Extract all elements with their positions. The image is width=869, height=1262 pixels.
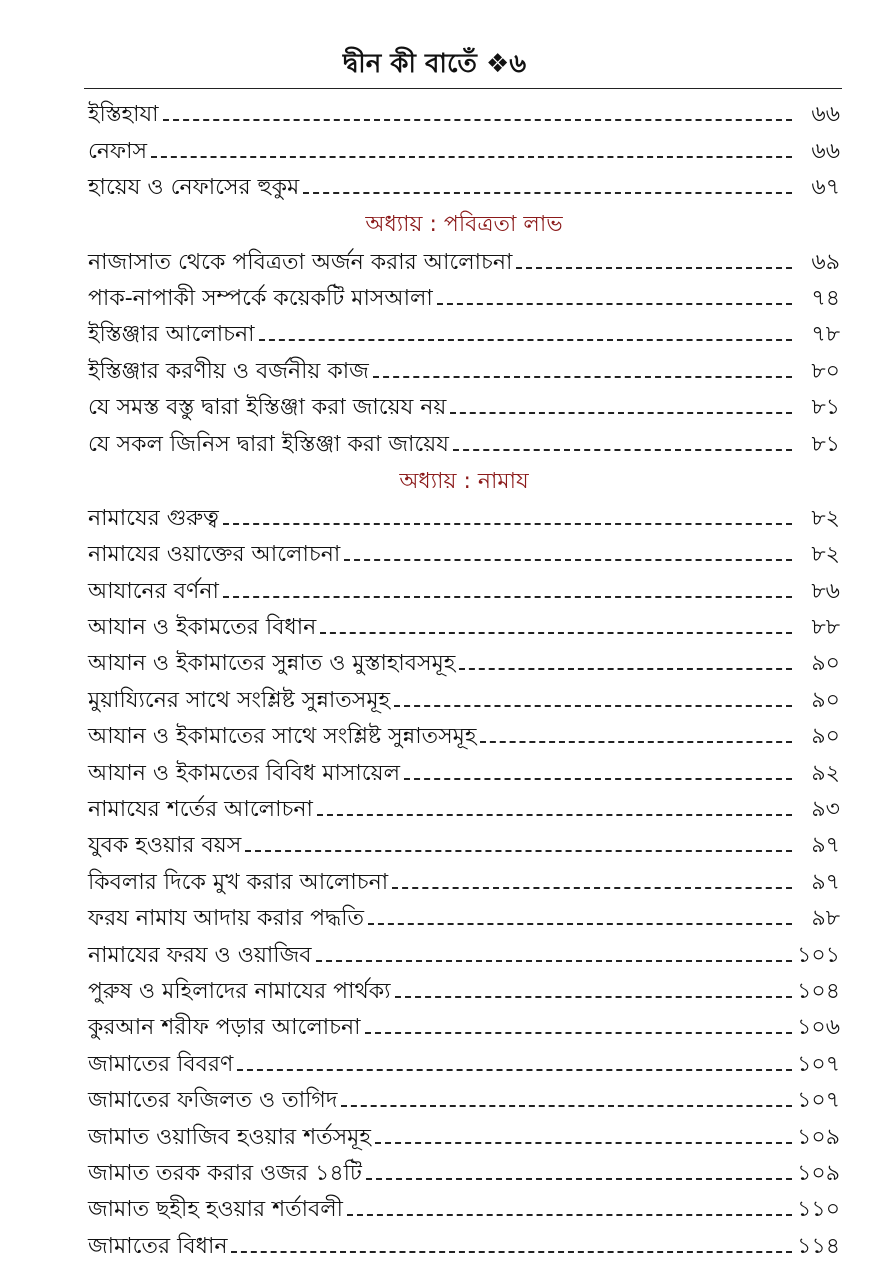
toc-entry-title: নামাযের শর্তের আলোচনা xyxy=(88,797,313,823)
toc-entry-page-number: ৭৮ xyxy=(811,322,840,348)
toc-entry-title: যুবক হওয়ার বয়স xyxy=(88,833,242,859)
toc-entry-title: ইস্তিহাযা xyxy=(88,102,159,128)
toc-entry[interactable] xyxy=(88,241,840,277)
toc-entry[interactable] xyxy=(88,534,840,570)
chapter-heading: অধ্যায় : নামায xyxy=(399,468,529,494)
toc-entry-title: আযান ও ইকামাতের সাথে সংশ্লিষ্ট সুন্নাতসমূহ xyxy=(88,724,477,750)
toc-entry[interactable] xyxy=(88,643,840,679)
toc-entry-page-number: ১০৪ xyxy=(797,978,840,1004)
toc-entry-page-number: ১০১ xyxy=(797,942,840,968)
toc-entry-page-number: ১০৭ xyxy=(797,1051,840,1077)
dot-leader xyxy=(404,778,792,780)
toc-entry-page-number: ৮২ xyxy=(811,505,840,531)
toc-entry[interactable] xyxy=(88,570,840,606)
toc-entry[interactable] xyxy=(88,934,840,970)
dot-leader xyxy=(366,1178,792,1180)
toc-entry-page-number: ৯২ xyxy=(811,760,840,786)
toc-entry[interactable] xyxy=(88,278,840,314)
toc-entry-page-number: ৮৬ xyxy=(811,578,840,604)
toc-entry-title: আযান ও ইকামতের বিধান xyxy=(88,615,317,641)
table-of-contents xyxy=(88,94,840,1262)
toc-entry[interactable] xyxy=(88,423,840,459)
toc-entry-title: হায়েয ও নেফাসের হুকুম xyxy=(88,175,300,201)
dot-leader xyxy=(437,303,792,305)
toc-entry[interactable] xyxy=(88,679,840,715)
toc-entry-title: ইস্তিঞ্জার আলোচনা xyxy=(88,322,255,348)
dot-leader xyxy=(368,923,792,925)
dot-leader xyxy=(231,1251,792,1253)
toc-entry[interactable] xyxy=(88,1007,840,1043)
dot-leader xyxy=(223,596,792,598)
toc-entry-title: নামাযের গুরুত্ব xyxy=(88,505,219,531)
dot-leader xyxy=(516,267,792,269)
toc-entry[interactable] xyxy=(88,498,840,534)
toc-entry-page-number: ৯৭ xyxy=(811,869,840,895)
toc-entry-title: যে সকল জিনিস দ্বারা ইস্তিঞ্জা করা জায়েয xyxy=(88,431,449,457)
toc-entry-title: জামাত তরক করার ওজর ১৪টি xyxy=(88,1160,362,1186)
dot-leader xyxy=(450,412,792,414)
dot-leader xyxy=(320,632,792,634)
dot-leader xyxy=(453,449,792,451)
toc-entry[interactable] xyxy=(88,314,840,350)
dot-leader xyxy=(375,1142,792,1144)
dot-leader xyxy=(245,850,792,852)
toc-entry-page-number: ৮০ xyxy=(811,358,840,384)
dot-leader xyxy=(316,960,793,962)
toc-entry-page-number: ১০৬ xyxy=(797,1015,840,1041)
toc-entry-title: জামাতের বিবরণ xyxy=(88,1051,234,1077)
toc-entry[interactable] xyxy=(88,971,840,1007)
toc-entry-page-number: ১১০ xyxy=(797,1197,840,1223)
dot-leader xyxy=(395,996,792,998)
toc-entry[interactable] xyxy=(88,387,840,423)
toc-entry-page-number: ৬৬ xyxy=(811,102,840,128)
toc-entry[interactable] xyxy=(88,1080,840,1116)
toc-entry-title: জামাতের বিধান xyxy=(88,1233,228,1259)
toc-entry-page-number: ৮১ xyxy=(811,431,840,457)
dot-leader xyxy=(259,339,793,341)
toc-entry[interactable] xyxy=(88,825,840,861)
toc-entry-title: নামাযের ফরয ও ওয়াজিব xyxy=(88,942,312,968)
toc-entry-title: নামাযের ওয়াক্তের আলোচনা xyxy=(88,542,341,568)
toc-entry-title: পুরুষ ও মহিলাদের নামাযের পার্থক্য xyxy=(88,978,391,1004)
dot-leader xyxy=(317,814,792,816)
toc-entry-title: আযান ও ইকামাতের সুন্নাত ও মুস্তাহাবসমূহ xyxy=(88,651,456,677)
toc-entry-page-number: ১১৪ xyxy=(797,1233,840,1259)
dot-leader xyxy=(223,523,792,525)
toc-entry-title: জামাতের ফজিলত ও তাগিদ xyxy=(88,1088,338,1114)
toc-entry-page-number: ৯০ xyxy=(811,724,840,750)
dot-leader xyxy=(392,887,792,889)
dot-leader xyxy=(303,192,792,194)
toc-entry-title: আযানের বর্ণনা xyxy=(88,578,219,604)
toc-entry[interactable] xyxy=(88,861,840,897)
toc-entry-page-number: ৬৬ xyxy=(811,138,840,164)
toc-entry[interactable] xyxy=(88,716,840,752)
toc-entry-title: নেফাস xyxy=(88,138,148,164)
toc-entry-title: জামাত ওয়াজিব হওয়ার শর্তসমূহ xyxy=(88,1124,371,1150)
dot-leader xyxy=(237,1069,792,1071)
dot-leader xyxy=(151,156,792,158)
toc-entry[interactable] xyxy=(88,607,840,643)
toc-entry-title: নাজাসাত থেকে পবিত্রতা অর্জন করার আলোচনা xyxy=(88,249,513,275)
toc-entry-title: কিবলার দিকে মুখ করার আলোচনা xyxy=(88,869,389,895)
dot-leader xyxy=(344,559,792,561)
dot-leader xyxy=(459,668,792,670)
dot-leader xyxy=(394,705,792,707)
toc-entry-page-number: ১০৭ xyxy=(797,1088,840,1114)
toc-entry-page-number: ৯৩ xyxy=(811,797,840,823)
toc-entry-title: কুরআন শরীফ পড়ার আলোচনা xyxy=(88,1015,361,1041)
toc-entry-page-number: ১০৯ xyxy=(797,1160,840,1186)
toc-entry-page-number: ৮৮ xyxy=(811,615,840,641)
toc-entry-title: ফরয নামায আদায় করার পদ্ধতি xyxy=(88,906,365,932)
toc-entry[interactable] xyxy=(88,1116,840,1152)
dot-leader xyxy=(163,119,792,121)
toc-entry[interactable] xyxy=(88,1189,840,1225)
toc-entry[interactable] xyxy=(88,789,840,825)
toc-entry-title: জামাত ছহীহ হওয়ার শর্তাবলী xyxy=(88,1197,343,1223)
dot-leader xyxy=(347,1214,792,1216)
toc-entry-page-number: ৬৭ xyxy=(811,175,840,201)
toc-entry-page-number: ৬৯ xyxy=(811,249,840,275)
dot-leader xyxy=(373,376,792,378)
running-header: দ্বীন কী বাতেঁ ❖৬ xyxy=(342,49,527,79)
toc-entry-title: ইস্তিঞ্জার করণীয় ও বর্জনীয় কাজ xyxy=(88,358,369,384)
toc-entry-page-number: ৯০ xyxy=(811,651,840,677)
toc-entry[interactable] xyxy=(88,167,840,203)
toc-entry-title: মুয়ায্যিনের সাথে সংশ্লিষ্ট সুন্নাতসমূহ xyxy=(88,687,391,713)
toc-entry[interactable] xyxy=(88,350,840,386)
toc-entry-page-number: ৯৮ xyxy=(811,906,840,932)
header-rule xyxy=(84,88,842,89)
dot-leader xyxy=(341,1105,792,1107)
toc-entry-title: যে সমস্ত বস্তু দ্বারা ইস্তিঞ্জা করা জায়েয নয় xyxy=(88,395,447,421)
toc-entry-page-number: ৯৭ xyxy=(811,833,840,859)
toc-entry-page-number: ৮২ xyxy=(811,542,840,568)
toc-entry-page-number: ৮১ xyxy=(811,395,840,421)
toc-entry-page-number: ৭৪ xyxy=(811,285,840,311)
toc-entry-page-number: ৯০ xyxy=(811,687,840,713)
toc-entry[interactable] xyxy=(88,752,840,788)
toc-entry[interactable] xyxy=(88,1153,840,1189)
chapter-heading: অধ্যায় : পবিত্রতা লাভ xyxy=(365,212,563,238)
toc-entry-title: আযান ও ইকামতের বিবিধ মাসায়েল xyxy=(88,760,400,786)
dot-leader xyxy=(480,741,792,743)
toc-entry[interactable] xyxy=(88,94,840,130)
dot-leader xyxy=(365,1032,792,1034)
toc-entry-page-number: ১০৯ xyxy=(797,1124,840,1150)
toc-entry-title: পাক-নাপাকী সম্পর্কে কয়েকটি মাসআলা xyxy=(88,285,433,311)
toc-entry[interactable] xyxy=(88,1043,840,1079)
toc-entry[interactable] xyxy=(88,1225,840,1261)
toc-entry[interactable] xyxy=(88,898,840,934)
toc-entry[interactable] xyxy=(88,130,840,166)
